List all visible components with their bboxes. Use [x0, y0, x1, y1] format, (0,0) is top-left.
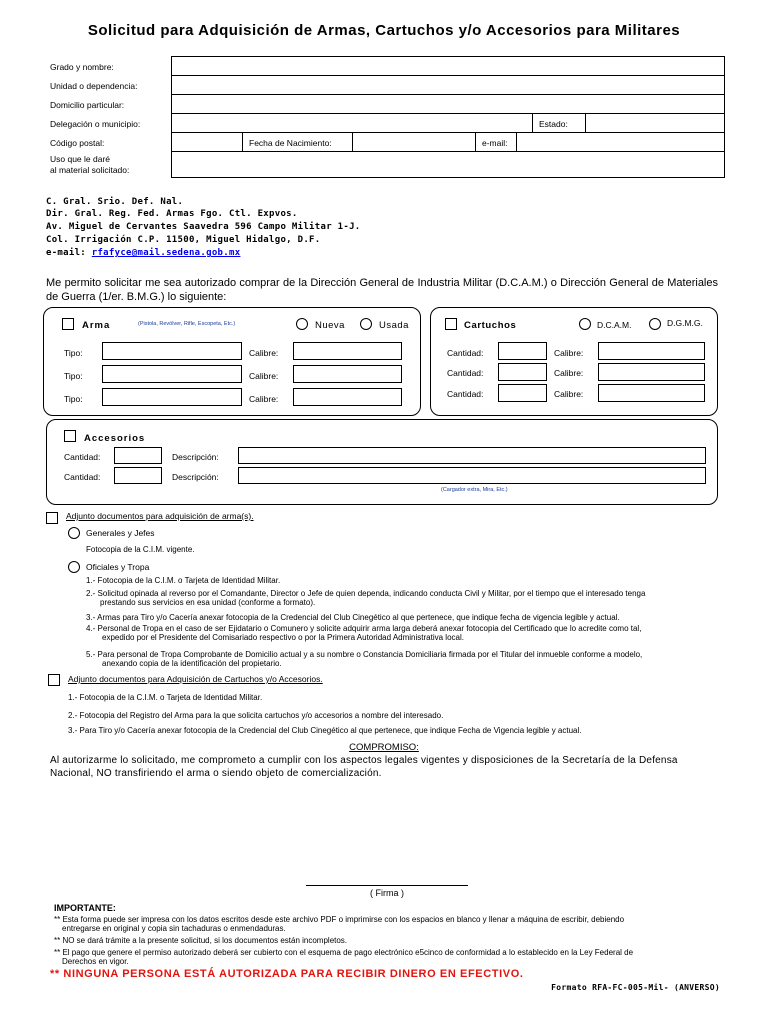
formato-code: Formato RFA-FC-005-Mil- (ANVERSO) [551, 983, 720, 992]
acc-cantidad-label-2: Cantidad: [64, 472, 101, 482]
arma-note: (Pistola, Revólver, Rifle, Escopeta, Etc.) [138, 321, 236, 327]
importante-note-1a: ** Esta forma puede ser impresa con los datos escritos desde este archivo PDF o imprimirse con los espacios en blanco y llenar a máquina de escribir, debiendo [54, 915, 625, 924]
docs-arma-item-1: 1.- Fotocopia de la C.I.M. o Tarjeta de Identidad Militar. [86, 576, 281, 585]
arma-checkbox[interactable] [62, 318, 74, 330]
docs-cart-item-1: 1.- Fotocopia de la C.I.M. o Tarjeta de Identidad Militar. [68, 693, 263, 702]
tipo-label-2: Tipo: [64, 371, 83, 381]
uso-label-1: Uso que le daré [50, 154, 111, 164]
docs-arma-item-4b: expedido por el Presidente del Comisariado respectivo o por la Primera Autoridad Administrativa local. [102, 633, 464, 642]
delegacion-label: Delegación o municipio: [50, 119, 141, 129]
calibre-field-3[interactable] [293, 388, 402, 406]
dgmg-label: D.G.M.G. [667, 318, 703, 328]
uso-field[interactable] [171, 151, 725, 178]
address-line-4: Col. Irrigación C.P. 11500, Miguel Hidalgo, D.F. [46, 235, 321, 245]
acc-cantidad-label-1: Cantidad: [64, 452, 101, 462]
domicilio-field[interactable] [171, 94, 725, 114]
acc-descripcion-field-1[interactable] [238, 447, 706, 464]
email-field[interactable] [516, 132, 725, 152]
dgmg-radio[interactable] [649, 318, 661, 330]
generales-label: Generales y Jefes [86, 528, 155, 538]
importante-note-1b: entregarse en original y copia sin tachaduras o enmendaduras. [62, 924, 286, 933]
unidad-label: Unidad o dependencia: [50, 81, 138, 91]
intro-paragraph: Me permito solicitar me sea autorizado comprar de la Dirección General de Industria Militar (D.C.A.M.) o Dirección General de Materiales de Guerra (1/er. B.M.G.) lo siguiente: [46, 277, 718, 303]
calibre-field-1[interactable] [293, 342, 402, 360]
docs-arma-item-2b: prestando sus servicios en esa unidad (conforme a formato). [100, 598, 316, 607]
uso-label-2: al material solicitado: [50, 165, 130, 175]
acc-cantidad-field-1[interactable] [114, 447, 162, 464]
estado-label-cell [532, 113, 586, 133]
importante-note-2: ** NO se dará trámite a la presente solicitud, si los documentos están incompletos. [54, 936, 348, 945]
usada-radio[interactable] [360, 318, 372, 330]
cart-cantidad-field-2[interactable] [498, 363, 547, 381]
cart-calibre-field-2[interactable] [598, 363, 705, 381]
codigo-label: Código postal: [50, 138, 105, 148]
estado-field[interactable] [585, 113, 725, 133]
domicilio-label: Domicilio particular: [50, 100, 125, 110]
grado-label: Grado y nombre: [50, 62, 114, 72]
cart-cantidad-label-3: Cantidad: [447, 389, 484, 399]
codigo-field[interactable] [171, 132, 243, 152]
docs-arma-item-2a: 2.- Solicitud opinada al reverso por el Comandante, Director o Jefe de quien dependa, indicando conducta Civil y Militar, por el tiempo que el interesado tenga [86, 589, 646, 598]
oficiales-radio[interactable] [68, 561, 80, 573]
calibre-label-1: Calibre: [249, 348, 279, 358]
grado-field[interactable] [171, 56, 725, 76]
docs-arma-item-3: 3.- Armas para Tiro y/o Cacería anexar fotocopia de la Credencial del Club Cinegético al que pertenece, que indique fecha de vigencia legible y actual. [86, 613, 620, 622]
address-line-2: Dir. Gral. Reg. Fed. Armas Fgo. Ctl. Expvos. [46, 209, 298, 219]
tipo-label-1: Tipo: [64, 348, 83, 358]
docs-cart-item-2: 2.- Fotocopia del Registro del Arma para la que solicita cartuchos y/o accesorios a nombre del interesado. [68, 711, 444, 720]
cartuchos-title: Cartuchos [464, 320, 517, 331]
nueva-radio[interactable] [296, 318, 308, 330]
cart-cantidad-field-1[interactable] [498, 342, 547, 360]
generales-doc: Fotocopia de la C.I.M. vigente. [86, 545, 195, 554]
docs-arma-title: Adjunto documentos para adquisición de arma(s). [66, 511, 254, 521]
accesorios-checkbox[interactable] [64, 430, 76, 442]
importante-note-3a: ** El pago que genere el permiso autorizado deberá ser cubierto con el esquema de pago electrónico e5cinco de conformidad a lo establecido en la Ley Federal de [54, 948, 634, 957]
cart-cantidad-label-1: Cantidad: [447, 348, 484, 358]
docs-arma-item-5b: anexando copia de la identificación del propietario. [102, 659, 282, 668]
tipo-field-1[interactable] [102, 342, 242, 360]
page-title: Solicitud para Adquisición de Armas, Cartuchos y/o Accesorios para Militares [87, 22, 681, 39]
address-line-3: Av. Miguel de Cervantes Saavedra 596 Campo Militar 1-J. [46, 222, 361, 232]
compromiso-text: Al autorizarme lo solicitado, me comprometo a cumplir con los aspectos legales vigentes y disposiciones de la Secretaría de la Defensa Nacional, NO transfiriendo el arma o siendo objeto de comercialización. [50, 755, 678, 779]
firma-line [306, 885, 468, 886]
delegacion-field[interactable] [171, 113, 533, 133]
importante-title: IMPORTANTE: [54, 903, 116, 913]
fecha-label: Fecha de Nacimiento: [249, 138, 332, 148]
email-label-cell [475, 132, 517, 152]
unidad-field[interactable] [171, 75, 725, 95]
fecha-field[interactable] [352, 132, 476, 152]
cart-cantidad-label-2: Cantidad: [447, 368, 484, 378]
email-label: e-mail: [482, 138, 508, 148]
calibre-field-2[interactable] [293, 365, 402, 383]
compromiso-title: COMPROMISO: [349, 742, 419, 753]
cart-calibre-field-1[interactable] [598, 342, 705, 360]
docs-arma-item-4a: 4.- Personal de Tropa en el caso de ser Ejidatario o Comunero y solicite adquirir arma larga deberá anexar fotocopia del Certificado que lo acredite como tal, [86, 624, 642, 633]
cart-calibre-label-1: Calibre: [554, 348, 584, 358]
acc-cantidad-field-2[interactable] [114, 467, 162, 484]
tipo-label-3: Tipo: [64, 394, 83, 404]
acc-descripcion-label-1: Descripción: [172, 452, 219, 462]
accesorios-title: Accesorios [84, 433, 146, 444]
cartuchos-checkbox[interactable] [445, 318, 457, 330]
acc-descripcion-label-2: Descripción: [172, 472, 219, 482]
address-email-line [46, 248, 240, 258]
docs-arma-checkbox[interactable] [46, 512, 58, 524]
docs-cart-checkbox[interactable] [48, 674, 60, 686]
docs-cart-title: Adjunto documentos para Adquisición de Cartuchos y/o Accesorios. [68, 674, 323, 684]
usada-label: Usada [379, 320, 409, 331]
address-email-label: e-mail: [46, 248, 92, 258]
oficiales-label: Oficiales y Tropa [86, 562, 150, 572]
docs-arma-item-5a: 5.- Para personal de Tropa Comprobante de Domicilio actual y a su nombre o Constancia Domiciliaria firmada por el Titular del inmueble conforme a modelo, [86, 650, 643, 659]
arma-title: Arma [82, 320, 111, 331]
cart-cantidad-field-3[interactable] [498, 384, 547, 402]
tipo-field-2[interactable] [102, 365, 242, 383]
address-email-link[interactable]: rfafyce@mail.sedena.gob.mx [91, 248, 241, 258]
tipo-field-3[interactable] [102, 388, 242, 406]
calibre-label-3: Calibre: [249, 394, 279, 404]
acc-descripcion-field-2[interactable] [238, 467, 706, 484]
fecha-label-cell [242, 132, 353, 152]
importante-note-3b: Derechos en vigor. [62, 957, 129, 966]
docs-cart-item-3: 3.- Para Tiro y/o Cacería anexar fotocopia de la Credencial del Club Cinegético al que pertenece, que indique Fecha de Vigencia legible y actual. [68, 726, 582, 735]
dcam-radio[interactable] [579, 318, 591, 330]
generales-radio[interactable] [68, 527, 80, 539]
cash-warning: ** NINGUNA PERSONA ESTÁ AUTORIZADA PARA RECIBIR DINERO EN EFECTIVO. [50, 968, 524, 980]
address-line-1: C. Gral. Srio. Def. Nal. [46, 197, 184, 207]
cart-calibre-label-2: Calibre: [554, 368, 584, 378]
estado-label: Estado: [539, 119, 568, 129]
cart-calibre-field-3[interactable] [598, 384, 705, 402]
dcam-label: D.C.A.M. [597, 320, 632, 330]
cart-calibre-label-3: Calibre: [554, 389, 584, 399]
accesorios-note: (Cargador extra, Mira, Etc.) [441, 487, 508, 493]
calibre-label-2: Calibre: [249, 371, 279, 381]
nueva-label: Nueva [315, 320, 345, 331]
firma-label: ( Firma ) [370, 888, 404, 898]
